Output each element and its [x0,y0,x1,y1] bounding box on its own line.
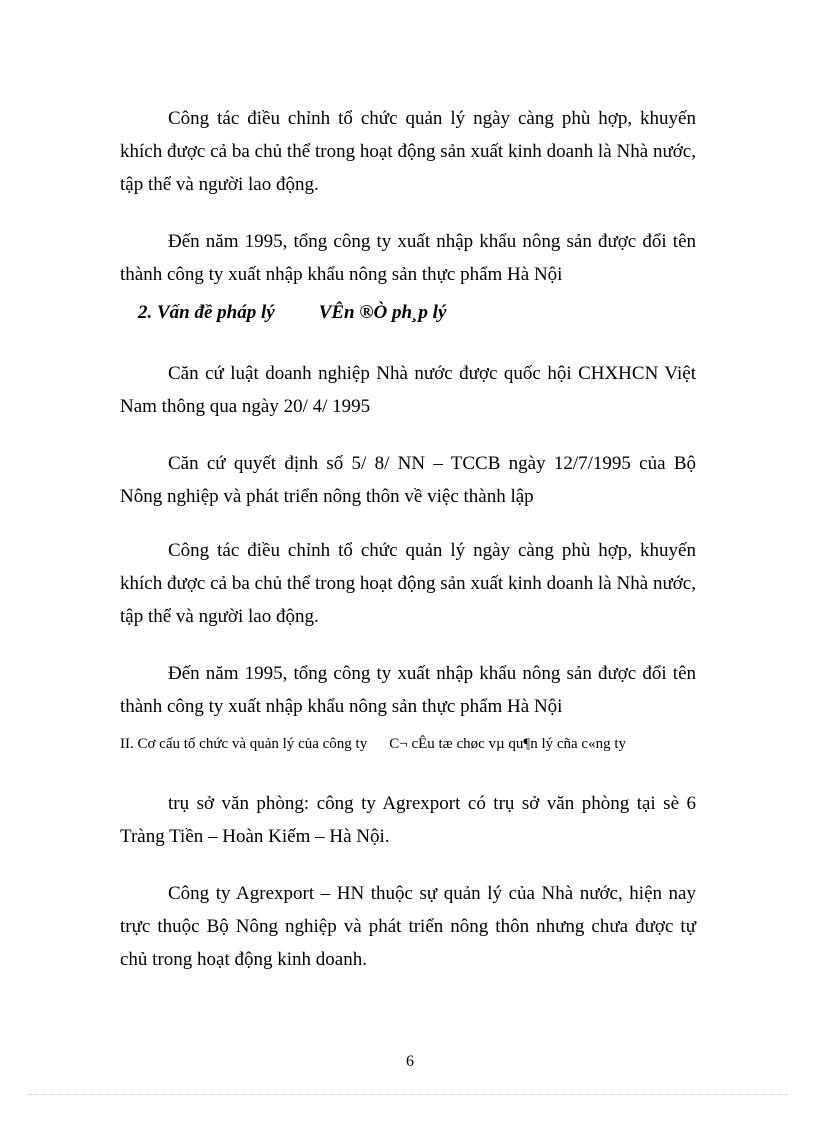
paragraph-renaming-1995-repeat: Đến năm 1995, tổng công ty xuất nhập khẩu nông sản được đổi tên thành công ty xuất nhập khẩu nông sản thực phẩm Hà Nội [120,663,696,717]
heading-legacy-encoded: VÊn ®Ò ph¸p lý [318,302,447,323]
section-legacy-encoded: C¬ cÊu tæ chøc vµ qu¶n lý cña c«ng ty [389,736,627,752]
paragraph-decision: Căn cứ quyết định số 5/ 8/ NN – TCCB ngày 12/7/1995 của Bộ Nông nghiệp và phát triển nông thôn về việc thành lập [120,453,696,507]
section-title: II. Cơ cấu tổ chức và quản lý của công ty [120,736,368,752]
page-number: 6 [406,1053,414,1070]
paragraph-management-adjustment: Công tác điều chỉnh tổ chức quản lý ngày càng phù hợp, khuyến khích được cả ba chủ thể trong hoạt động sản xuất kinh doanh là Nhà nước, tập thể và người lao động. [120,108,696,195]
paragraph-agrexport-management: Công ty Agrexport – HN thuộc sự quản lý của Nhà nước, hiện nay trực thuộc Bộ Nông nghiệp và phát triển nông thôn nhưng chưa được tự chủ trong hoạt động kinh doanh. [120,883,696,970]
section-heading-organization [120,736,700,753]
paragraph-enterprise-law: Căn cứ luật doanh nghiệp Nhà nước được quốc hội CHXHCN Việt Nam thông qua ngày 20/ 4/ 1995 [120,363,696,417]
page-bottom-divider [28,1094,788,1095]
paragraph-management-adjustment-repeat: Công tác điều chỉnh tổ chức quản lý ngày càng phù hợp, khuyến khích được cả ba chủ thể trong hoạt động sản xuất kinh doanh là Nhà nước, tập thể và người lao động. [120,540,696,627]
heading-title: 2. Vấn đề pháp lý [138,302,275,323]
paragraph-renaming-1995: Đến năm 1995, tổng công ty xuất nhập khẩu nông sản được đổi tên thành công ty xuất nhập khẩu nông sản thực phẩm Hà Nội [120,231,696,285]
section-heading-legal-issues [138,302,698,324]
paragraph-headquarters: trụ sở văn phòng: công ty Agrexport có trụ sở văn phòng tại sè 6 Tràng Tiền – Hoàn Kiếm – Hà Nội. [120,793,696,847]
